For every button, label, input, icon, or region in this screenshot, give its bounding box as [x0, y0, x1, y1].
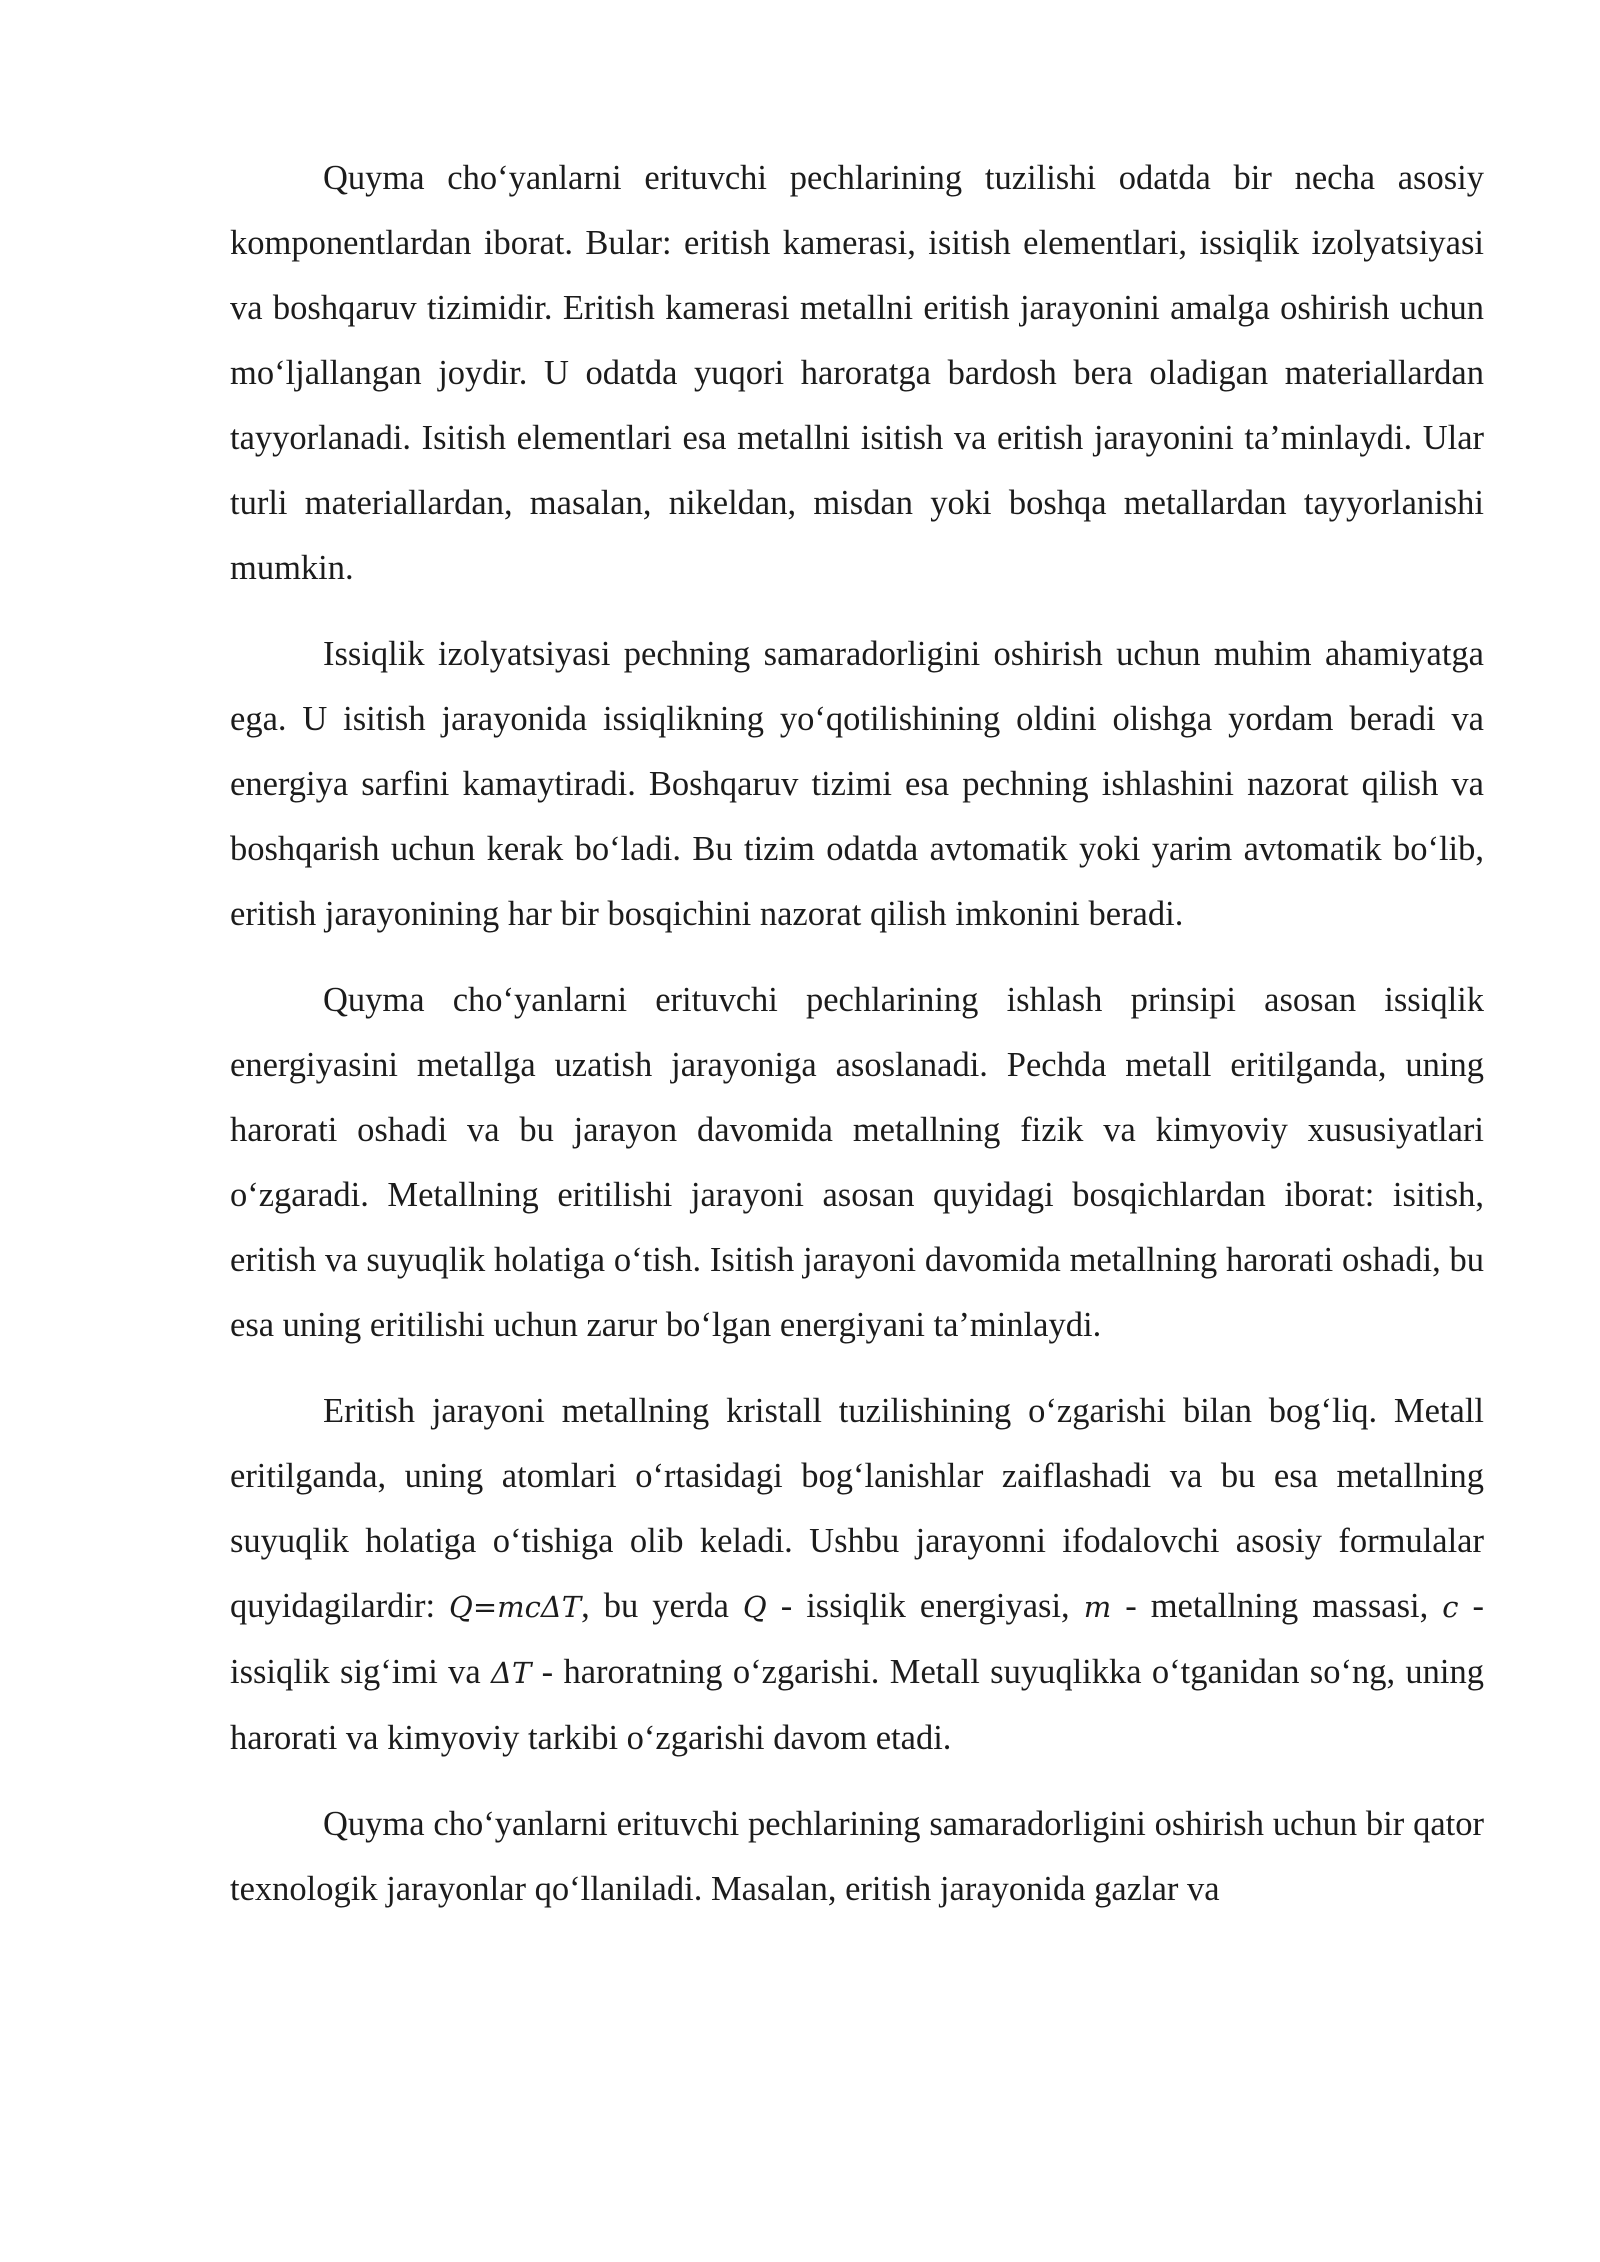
paragraph-operating-principle: Quyma cho‘yanlarni erituvchi pechlarining ishlash prinsipi asosan issiqlik energiyasini metallga uzatish jarayoniga asoslanadi. Pechda metall eritilganda, uning harorati oshadi va bu jarayon davomida metallning fizik va kimyoviy xususiyatlari o‘zgaradi. Metallning eritilishi jarayoni asosan quyidagi bosqichlardan iborat: isitish, eritish va suyuqlik holatiga o‘tish. Isitish jarayoni davomida metallning harorati oshadi, bu esa uning eritilishi uchun zarur bo‘lgan energiyani ta’minlaydi. — [230, 981, 1484, 1344]
text-run: - issiqlik energiyasi, — [766, 1587, 1084, 1625]
paragraph-thermal-insulation: Issiqlik izolyatsiyasi pechning samaradorligini oshirish uchun muhim ahamiyatga ega. U isitish jarayonida issiqlikning yo‘qotilishining oldini olishga yordam beradi va energiya sarfini kamaytiradi. Boshqaruv tizimi esa pechning ishlashini nazorat qilish va boshqarish uchun kerak bo‘ladi. Bu tizim odatda avtomatik yoki yarim avtomatik bo‘lib, eritish jarayonining har bir bosqichini nazorat qilish imkonini beradi. — [230, 635, 1484, 933]
text-run: - metallning massasi, — [1111, 1587, 1443, 1625]
text-run: - issiqlik sig‘imi va — [230, 1587, 1484, 1691]
math-symbol-q: Q — [742, 1590, 767, 1624]
text-run: Eritish jarayoni metallning kristall tuzilishining o‘zgarishi bilan bog‘liq. Metall eritilganda, uning atomlari o‘rtasidagi bog‘lanishlar zaiflashadi va bu esa metallning suyuqlik holatiga o‘tishiga olib keladi. Ushbu jarayonni ifodalovchi asosiy formulalar quyidagilardir: — [230, 1392, 1484, 1625]
math-symbol-delta-t: ΔT — [491, 1656, 532, 1690]
paragraph-melting-process — [230, 1379, 1484, 1771]
document-body — [230, 146, 1484, 1922]
formula-heat-equation: Q=mcΔT — [449, 1590, 582, 1624]
paragraph-furnace-structure: Quyma cho‘yanlarni erituvchi pechlarining tuzilishi odatda bir necha asosiy komponentlardan iborat. Bular: eritish kamerasi, isitish elementlari, issiqlik izolyatsiyasi va boshqaruv tizimidir. Eritish kamerasi metallni eritish jarayonini amalga oshirish uchun mo‘ljallangan joydir. U odatda yuqori haroratga bardosh bera oladigan materiallardan tayyorlanadi. Isitish elementlari esa metallni isitish va eritish jarayonini ta’minlaydi. Ular turli materiallardan, masalan, nikeldan, misdan yoki boshqa metallardan tayyorlanishi mumkin. — [230, 159, 1484, 587]
text-run: , bu yerda — [581, 1587, 743, 1625]
text-run: - haroratning o‘zgarishi. Metall suyuqlikka o‘tganidan so‘ng, uning harorati va kimyoviy tarkibi o‘zgarishi davom etadi. — [230, 1653, 1484, 1757]
math-symbol-c: c — [1442, 1590, 1459, 1624]
paragraph-efficiency: Quyma cho‘yanlarni erituvchi pechlarining samaradorligini oshirish uchun bir qator texnologik jarayonlar qo‘llaniladi. Masalan, eritish jarayonida gazlar va — [230, 1805, 1484, 1908]
math-symbol-m: m — [1083, 1590, 1112, 1624]
